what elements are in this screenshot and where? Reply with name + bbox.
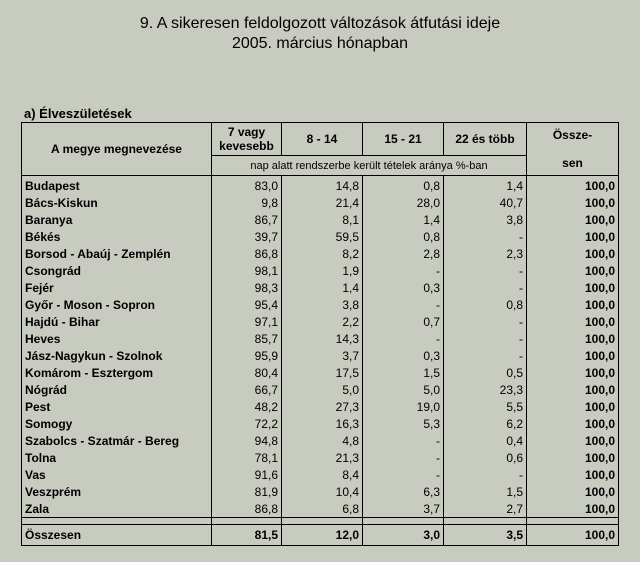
col-22-plus: -: [444, 228, 527, 245]
county-name: Csongrád: [22, 262, 212, 279]
row-total: 100,0: [527, 347, 619, 364]
col-8-14: 14,8: [282, 176, 363, 195]
county-name: Győr - Moson - Sopron: [22, 296, 212, 313]
col-15-21: 6,3: [363, 483, 444, 500]
col-8-14: 21,3: [282, 449, 363, 466]
col-7-or-less: 78,1: [212, 449, 282, 466]
col-22-plus: 2,7: [444, 500, 527, 518]
col-15-21: -: [363, 449, 444, 466]
col-22-plus: 3,8: [444, 211, 527, 228]
title-line-1: 9. A sikeresen feldolgozott változások átfutási ideje: [139, 15, 501, 32]
col-22-plus: 23,3: [444, 381, 527, 398]
county-name: Baranya: [22, 211, 212, 228]
col-7-or-less: 81,9: [212, 483, 282, 500]
header-col-15-21: 15 - 21: [363, 123, 444, 156]
summary-col1: 81,5: [212, 525, 282, 546]
table-row: [22, 245, 619, 262]
col-7-or-less: 9,8: [212, 194, 282, 211]
county-name: Nógrád: [22, 381, 212, 398]
col-15-21: -: [363, 466, 444, 483]
col-7-or-less: 66,7: [212, 381, 282, 398]
col-22-plus: 0,4: [444, 432, 527, 449]
header-col-8-14: 8 - 14: [282, 123, 363, 156]
county-name: Borsod - Abaúj - Zemplén: [22, 245, 212, 262]
table-body: [22, 176, 619, 518]
row-total: 100,0: [527, 262, 619, 279]
col-8-14: 1,9: [282, 262, 363, 279]
header-col1-line2: kevesebb: [219, 139, 274, 153]
row-total: 100,0: [527, 194, 619, 211]
row-total: 100,0: [527, 330, 619, 347]
col-8-14: 8,4: [282, 466, 363, 483]
col-7-or-less: 91,6: [212, 466, 282, 483]
col-7-or-less: 95,9: [212, 347, 282, 364]
row-total: 100,0: [527, 449, 619, 466]
col-8-14: 17,5: [282, 364, 363, 381]
col-22-plus: 0,8: [444, 296, 527, 313]
header-county-name: A megye megnevezése: [22, 123, 212, 176]
header-col1-line1: 7 vagy: [227, 125, 266, 139]
col-15-21: 5,0: [363, 381, 444, 398]
col-7-or-less: 98,1: [212, 262, 282, 279]
col-7-or-less: 86,8: [212, 245, 282, 262]
col-8-14: 8,2: [282, 245, 363, 262]
col-7-or-less: 97,1: [212, 313, 282, 330]
col-7-or-less: 95,4: [212, 296, 282, 313]
col-22-plus: 0,5: [444, 364, 527, 381]
summary-col2: 12,0: [282, 525, 363, 546]
table-row: [22, 381, 619, 398]
col-7-or-less: 98,3: [212, 279, 282, 296]
county-name: Somogy: [22, 415, 212, 432]
summary-col4: 3,5: [444, 525, 527, 546]
col-15-21: 5,3: [363, 415, 444, 432]
table-row: [22, 347, 619, 364]
col-8-14: 21,4: [282, 194, 363, 211]
col-22-plus: 0,6: [444, 449, 527, 466]
summary-col3: 3,0: [363, 525, 444, 546]
table-row: [22, 176, 619, 195]
col-7-or-less: 72,2: [212, 415, 282, 432]
col-22-plus: -: [444, 262, 527, 279]
col-15-21: 0,3: [363, 347, 444, 364]
col-15-21: 0,3: [363, 279, 444, 296]
row-total: 100,0: [527, 228, 619, 245]
col-8-14: 3,8: [282, 296, 363, 313]
table-row: [22, 194, 619, 211]
county-name: Békés: [22, 228, 212, 245]
table-row: [22, 262, 619, 279]
col-22-plus: 1,4: [444, 176, 527, 195]
table-row: [22, 483, 619, 500]
row-total: 100,0: [527, 279, 619, 296]
col-7-or-less: 83,0: [212, 176, 282, 195]
row-total: 100,0: [527, 364, 619, 381]
col-7-or-less: 86,7: [212, 211, 282, 228]
col-22-plus: 40,7: [444, 194, 527, 211]
col-8-14: 8,1: [282, 211, 363, 228]
col-8-14: 1,4: [282, 279, 363, 296]
col-7-or-less: 48,2: [212, 398, 282, 415]
table-row: [22, 364, 619, 381]
row-total: 100,0: [527, 296, 619, 313]
col-15-21: 0,8: [363, 176, 444, 195]
col-15-21: -: [363, 432, 444, 449]
table-row: [22, 449, 619, 466]
col-15-21: -: [363, 296, 444, 313]
table-row: [22, 211, 619, 228]
col-7-or-less: 39,7: [212, 228, 282, 245]
col-15-21: 0,7: [363, 313, 444, 330]
table-row: [22, 296, 619, 313]
row-total: 100,0: [527, 415, 619, 432]
county-name: Pest: [22, 398, 212, 415]
col-8-14: 10,4: [282, 483, 363, 500]
table-row: [22, 228, 619, 245]
county-name: Zala: [22, 500, 212, 518]
county-name: Komárom - Esztergom: [22, 364, 212, 381]
col-22-plus: 2,3: [444, 245, 527, 262]
header-col-7-or-less: [212, 123, 282, 156]
county-name: Bács-Kiskun: [22, 194, 212, 211]
col-8-14: 16,3: [282, 415, 363, 432]
col-22-plus: 1,5: [444, 483, 527, 500]
county-name: Tolna: [22, 449, 212, 466]
row-total: 100,0: [527, 466, 619, 483]
section-label: a) Élveszületések: [24, 106, 132, 121]
col-22-plus: 5,5: [444, 398, 527, 415]
summary-total: 100,0: [527, 525, 619, 546]
table-row: [22, 279, 619, 296]
col-15-21: 0,8: [363, 228, 444, 245]
table-row: [22, 432, 619, 449]
row-total: 100,0: [527, 381, 619, 398]
col-7-or-less: 80,4: [212, 364, 282, 381]
title-line-2: 2005. március hónapban: [231, 35, 409, 52]
county-name: Vas: [22, 466, 212, 483]
county-name: Heves: [22, 330, 212, 347]
col-22-plus: -: [444, 347, 527, 364]
table-row: [22, 415, 619, 432]
col-15-21: 19,0: [363, 398, 444, 415]
table-row: [22, 330, 619, 347]
row-total: 100,0: [527, 432, 619, 449]
col-22-plus: -: [444, 313, 527, 330]
col-8-14: 59,5: [282, 228, 363, 245]
col-7-or-less: 94,8: [212, 432, 282, 449]
county-name: Fejér: [22, 279, 212, 296]
col-8-14: 2,2: [282, 313, 363, 330]
row-total: 100,0: [527, 176, 619, 195]
spacer-row: [22, 518, 619, 525]
col-22-plus: -: [444, 330, 527, 347]
header-row: [22, 123, 619, 156]
col-8-14: 3,7: [282, 347, 363, 364]
county-name: Hajdú - Bihar: [22, 313, 212, 330]
col-8-14: 5,0: [282, 381, 363, 398]
header-total: [527, 123, 619, 176]
county-name: Szabolcs - Szatmár - Bereg: [22, 432, 212, 449]
col-15-21: -: [363, 330, 444, 347]
col-15-21: 28,0: [363, 194, 444, 211]
col-8-14: 27,3: [282, 398, 363, 415]
summary-name: Összesen: [22, 525, 212, 546]
county-name: Budapest: [22, 176, 212, 195]
row-total: 100,0: [527, 398, 619, 415]
row-total: 100,0: [527, 313, 619, 330]
row-total: 100,0: [527, 245, 619, 262]
subheader-unit: nap alatt rendszerbe került tételek aránya %-ban: [212, 156, 527, 176]
header-total-line2: sen: [562, 156, 583, 170]
summary-row: [22, 525, 619, 546]
col-22-plus: -: [444, 466, 527, 483]
table-row: [22, 466, 619, 483]
table-row: [22, 500, 619, 518]
table-row: [22, 313, 619, 330]
data-table: [21, 122, 619, 546]
header-col-22-plus: 22 és több: [444, 123, 527, 156]
table-row: [22, 398, 619, 415]
col-15-21: 1,4: [363, 211, 444, 228]
col-8-14: 4,8: [282, 432, 363, 449]
county-name: Veszprém: [22, 483, 212, 500]
page-title: [0, 14, 640, 54]
col-15-21: 2,8: [363, 245, 444, 262]
col-15-21: -: [363, 262, 444, 279]
row-total: 100,0: [527, 211, 619, 228]
header-total-line1: Össze-: [552, 128, 593, 142]
row-total: 100,0: [527, 483, 619, 500]
col-7-or-less: 85,7: [212, 330, 282, 347]
col-8-14: 6,8: [282, 500, 363, 518]
col-22-plus: -: [444, 279, 527, 296]
col-8-14: 14,3: [282, 330, 363, 347]
row-total: 100,0: [527, 500, 619, 518]
col-7-or-less: 86,8: [212, 500, 282, 518]
county-name: Jász-Nagykun - Szolnok: [22, 347, 212, 364]
col-15-21: 1,5: [363, 364, 444, 381]
col-22-plus: 6,2: [444, 415, 527, 432]
col-15-21: 3,7: [363, 500, 444, 518]
